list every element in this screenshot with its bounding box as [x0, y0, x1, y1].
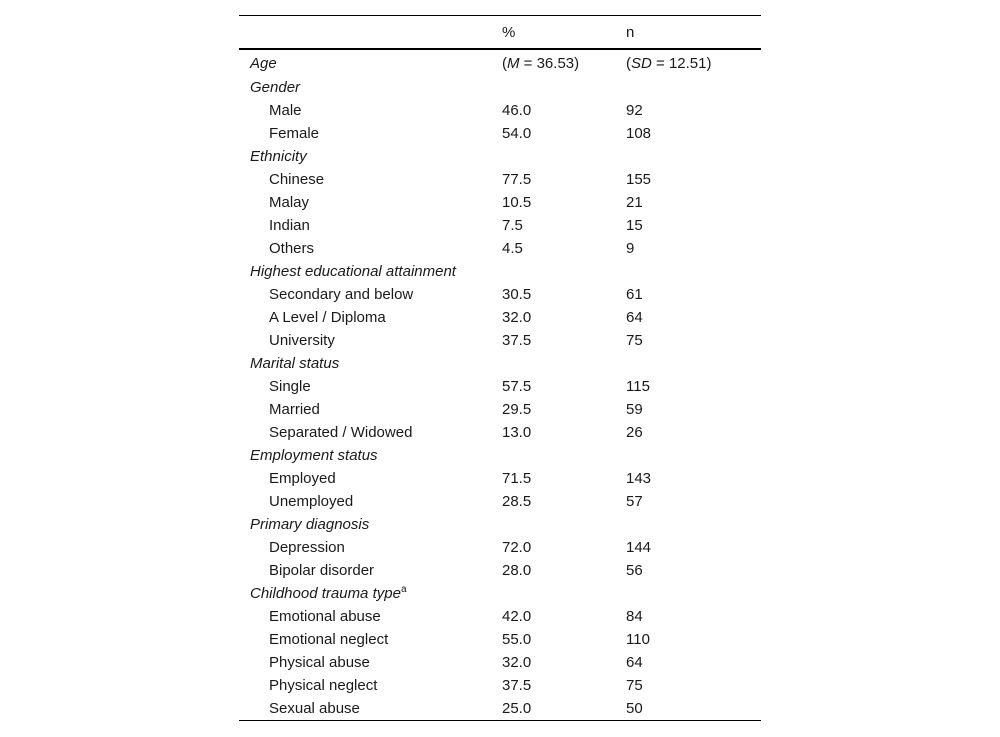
age-label: Age [250, 54, 277, 72]
row-n: 143 [626, 470, 652, 487]
age-row [239, 49, 761, 76]
table-row [239, 168, 761, 191]
row-percent: 4.5 [502, 240, 523, 257]
row-percent: 54.0 [502, 125, 532, 142]
row-label: Separated / Widowed [269, 424, 413, 441]
table-row [239, 467, 761, 490]
table-row [239, 628, 761, 651]
table-row [239, 237, 761, 260]
row-n: 155 [626, 171, 652, 188]
category-label [239, 352, 502, 375]
row-percent: 29.5 [502, 401, 532, 418]
row-n: 75 [626, 677, 643, 694]
category-n [626, 76, 761, 99]
row-percent: 55.0 [502, 631, 532, 648]
row-label: University [269, 332, 335, 349]
category-label-text: Primary diagnosis [250, 516, 370, 533]
category-row [239, 513, 761, 536]
category-n [626, 582, 761, 605]
category-label [239, 582, 502, 605]
category-row [239, 145, 761, 168]
row-n: 26 [626, 424, 643, 441]
row-percent: 13.0 [502, 424, 532, 441]
row-n: 56 [626, 562, 643, 579]
category-label-text: Childhood trauma type [250, 585, 401, 602]
row-n: 144 [626, 539, 652, 556]
table-row [239, 536, 761, 559]
row-label: Emotional abuse [269, 608, 381, 625]
row-n: 108 [626, 125, 652, 142]
row-label: Physical abuse [269, 654, 370, 671]
row-percent: 30.5 [502, 286, 532, 303]
row-percent: 28.0 [502, 562, 532, 579]
table-row [239, 122, 761, 145]
category-percent [502, 352, 626, 375]
age-mean-symbol: M [507, 54, 520, 72]
table-row [239, 214, 761, 237]
demographics-table [239, 15, 761, 721]
row-n: 15 [626, 217, 643, 234]
row-n: 9 [626, 240, 635, 257]
age-sd-open: ( [626, 54, 631, 72]
table-row [239, 283, 761, 306]
category-n [626, 444, 761, 467]
row-label: Chinese [269, 171, 325, 188]
row-percent: 37.5 [502, 677, 532, 694]
row-percent: 46.0 [502, 102, 532, 119]
row-percent: 71.5 [502, 470, 532, 487]
table-row [239, 306, 761, 329]
table-row [239, 191, 761, 214]
category-row [239, 444, 761, 467]
row-percent: 42.0 [502, 608, 532, 625]
row-label: Female [269, 125, 320, 142]
row-label: Single [269, 378, 311, 395]
row-n: 50 [626, 697, 761, 721]
category-n [626, 513, 761, 536]
category-row [239, 352, 761, 375]
table-row [239, 99, 761, 122]
row-n: 59 [626, 401, 643, 418]
row-percent: 28.5 [502, 493, 532, 510]
row-percent: 32.0 [502, 654, 532, 671]
row-percent: 7.5 [502, 217, 523, 234]
row-percent: 77.5 [502, 171, 532, 188]
row-label: A Level / Diploma [269, 309, 386, 326]
row-label: Male [269, 102, 302, 119]
age-mean [502, 49, 626, 76]
row-percent: 72.0 [502, 539, 532, 556]
category-n [626, 145, 761, 168]
category-percent [502, 260, 626, 283]
age-sd-value: = 12.51) [651, 54, 712, 72]
row-percent: 10.5 [502, 194, 532, 211]
category-label [239, 260, 502, 283]
table-body [239, 49, 761, 721]
header-label [239, 16, 502, 50]
row-n: 64 [626, 654, 643, 671]
row-percent: 32.0 [502, 309, 532, 326]
row-label: Sexual abuse [239, 697, 502, 721]
table-row [239, 559, 761, 582]
row-label: Physical neglect [269, 677, 378, 694]
category-label-text: Ethnicity [250, 148, 307, 165]
table-row [239, 605, 761, 628]
category-label [239, 513, 502, 536]
row-label: Depression [269, 539, 345, 556]
row-percent: 25.0 [502, 697, 626, 721]
table-header [239, 16, 761, 50]
table-row [239, 421, 761, 444]
table-row [239, 398, 761, 421]
row-label: Employed [269, 470, 336, 487]
table-row [239, 375, 761, 398]
row-n: 57 [626, 493, 643, 510]
row-n: 64 [626, 309, 643, 326]
category-percent [502, 145, 626, 168]
age-sd-symbol: SD [631, 54, 652, 72]
row-label: Bipolar disorder [269, 562, 375, 579]
category-row [239, 582, 761, 605]
category-row [239, 260, 761, 283]
row-n: 84 [626, 608, 643, 625]
header-row [239, 16, 761, 50]
age-mean-open: ( [502, 54, 507, 72]
header-percent: % [502, 16, 626, 50]
row-percent: 57.5 [502, 378, 532, 395]
category-percent [502, 444, 626, 467]
row-label: Secondary and below [269, 286, 414, 303]
category-label-text: Highest educational attainment [250, 263, 456, 280]
age-mean-value: = 36.53) [519, 54, 580, 72]
table-row [239, 329, 761, 352]
row-n: 75 [626, 332, 643, 349]
category-row [239, 76, 761, 99]
category-percent [502, 76, 626, 99]
age-sd [626, 49, 761, 76]
row-n: 92 [626, 102, 643, 119]
category-label [239, 145, 502, 168]
row-label: Unemployed [269, 493, 354, 510]
row-label: Others [269, 240, 315, 257]
category-percent [502, 582, 626, 605]
row-n: 61 [626, 286, 643, 303]
row-label: Married [269, 401, 320, 418]
row-percent: 37.5 [502, 332, 532, 349]
footnote-marker: a [400, 584, 407, 595]
category-label-text: Gender [250, 79, 301, 96]
row-n: 110 [626, 631, 650, 648]
table-row [239, 674, 761, 697]
category-label-text: Employment status [250, 447, 378, 464]
row-n: 21 [626, 194, 643, 211]
demographics-table-container [239, 15, 761, 721]
category-n [626, 260, 761, 283]
category-label [239, 444, 502, 467]
table-row [239, 490, 761, 513]
category-label [239, 76, 502, 99]
category-n [626, 352, 761, 375]
table-row [239, 697, 761, 721]
header-n: n [626, 16, 761, 50]
table-row [239, 651, 761, 674]
row-label: Malay [269, 194, 310, 211]
row-n: 115 [626, 378, 650, 395]
category-label-text: Marital status [250, 355, 340, 372]
row-label: Emotional neglect [269, 631, 389, 648]
category-percent [502, 513, 626, 536]
row-label: Indian [269, 217, 310, 234]
